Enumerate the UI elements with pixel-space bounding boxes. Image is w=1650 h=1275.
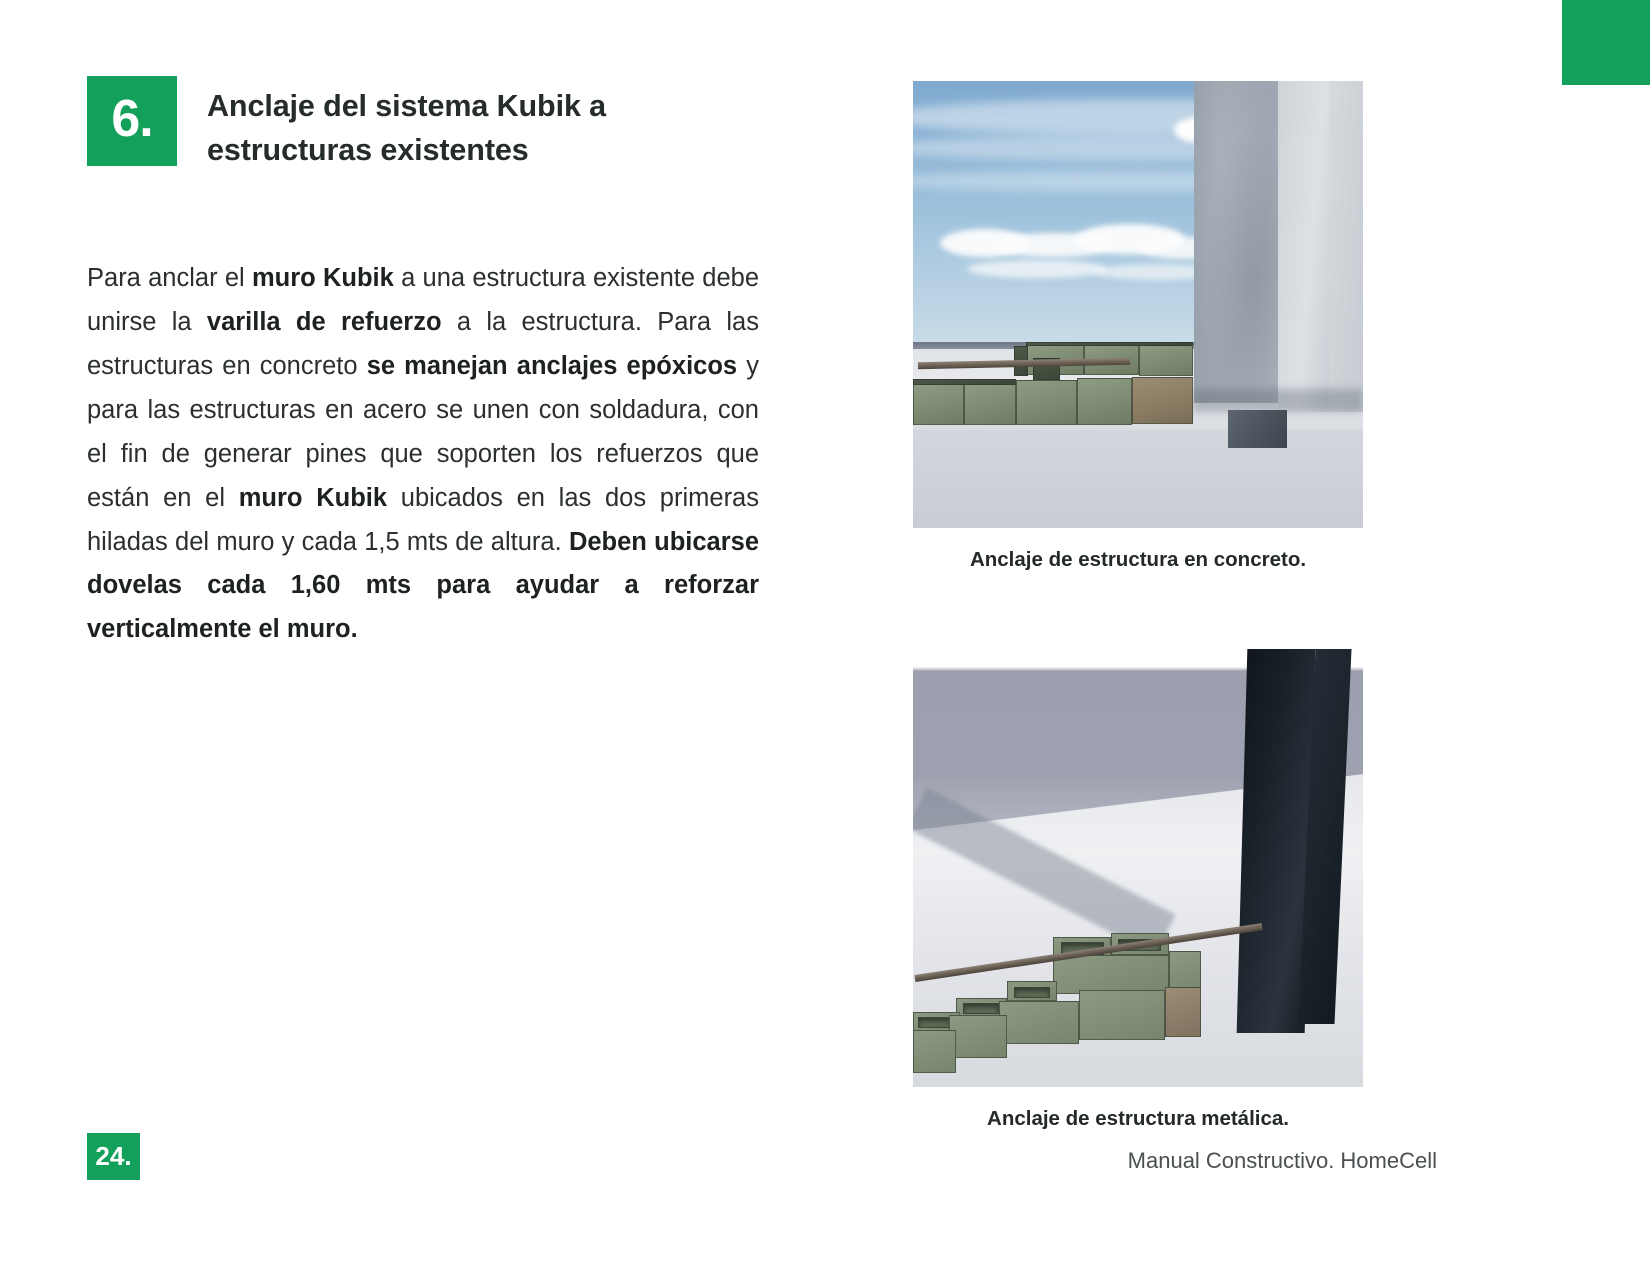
- body-run-3: a la estructura. Para las estructuras en concreto: [87, 308, 759, 381]
- body-run-4: y para las estructuras en acero se unen con soldadura, con el fin de generar pines que soporten los refuerzos que están en el: [87, 352, 759, 512]
- body-bold-5: Deben ubicarse dovelas cada 1,60 mts para ayudar a reforzar verticalmente el muro.: [87, 527, 760, 644]
- kubik-block-tan: [1132, 377, 1194, 424]
- kubik-cell-cavity: [963, 1003, 999, 1014]
- figure-image-metallic: [913, 640, 1363, 1087]
- figure-image-concrete: [913, 81, 1363, 528]
- body-run-1: Para anclar el: [87, 264, 252, 293]
- concrete-column-side: [1278, 81, 1330, 412]
- section-number-badge: 6.: [87, 76, 177, 166]
- corner-accent-mark: [1562, 0, 1650, 85]
- kubik-block: [999, 1001, 1078, 1044]
- body-bold-2: varilla de refuerzo: [206, 308, 442, 337]
- body-bold-3: se manejan anclajes epóxicos: [366, 352, 738, 381]
- page-title: Anclaje del sistema Kubik a estructuras existentes: [207, 89, 607, 168]
- kubik-course-cap: [1026, 342, 1194, 347]
- section-heading: [87, 76, 787, 172]
- body-paragraph: [87, 257, 759, 652]
- body-bold-4: muro Kubik: [238, 483, 388, 512]
- body-bold-1: muro Kubik: [251, 264, 394, 293]
- kubik-course-cap: [913, 379, 1016, 385]
- kubik-block: [1053, 955, 1168, 994]
- figure-caption: Anclaje de estructura metálica.: [987, 1107, 1289, 1130]
- kubik-block: [1139, 343, 1194, 376]
- figure-column-right: [913, 81, 1363, 1131]
- content-column-left: [87, 76, 787, 652]
- kubik-block: [1016, 380, 1078, 426]
- body-run-2: a una estructura existente debe unirse la: [87, 264, 760, 337]
- kubik-block: [1077, 378, 1132, 425]
- footer-note: Manual Constructivo. HomeCell: [1127, 1148, 1437, 1173]
- kubik-block-tan: [1165, 987, 1201, 1037]
- cloud-puff: [967, 260, 1107, 278]
- kubik-block: [913, 384, 964, 425]
- figure-metallic-anchor: [913, 640, 1363, 1131]
- kubik-block: [964, 383, 1015, 426]
- figure-concrete-anchor: [913, 81, 1363, 572]
- kubik-block: [949, 1015, 1007, 1058]
- kubik-block-tan: [1079, 990, 1165, 1040]
- page-number-badge: 24.: [87, 1133, 140, 1180]
- body-run-5: ubicados en las dos primeras hiladas del muro y cada 1,5 mts de altura.: [87, 483, 759, 556]
- concrete-column-far: [1329, 81, 1363, 412]
- figure-caption: Anclaje de estructura en concreto.: [969, 548, 1307, 571]
- kubik-block: [913, 1030, 956, 1073]
- anchor-bracket: [1228, 410, 1287, 448]
- kubik-cell-cavity: [918, 1017, 950, 1028]
- kubik-cell-cavity: [1014, 987, 1050, 998]
